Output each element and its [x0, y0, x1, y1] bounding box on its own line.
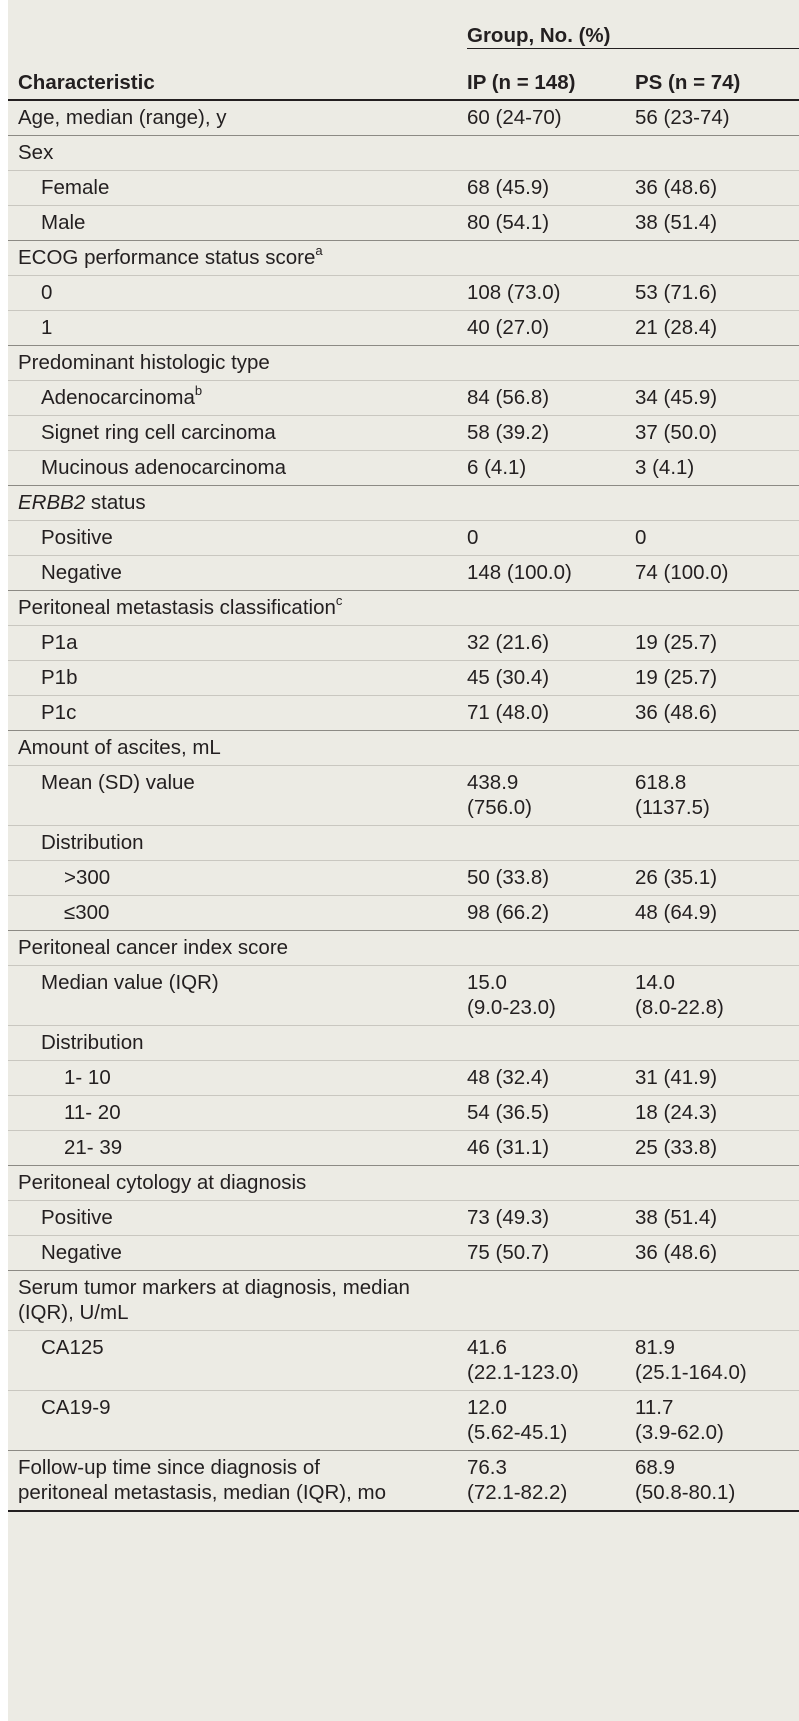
- row-label: Mucinous adenocarcinoma: [41, 456, 286, 479]
- ps-value: 19 (25.7): [635, 666, 718, 689]
- row-label: CA125: [41, 1336, 104, 1359]
- ip-value: 76.3 (72.1-82.2): [467, 1456, 568, 1504]
- ip-value: 68 (45.9): [467, 176, 550, 199]
- row-label: 11- 20: [64, 1101, 121, 1124]
- ps-value: 56 (23-74): [635, 106, 730, 129]
- table-row-ascites-mean: [8, 766, 799, 826]
- ps-value: 36 (48.6): [635, 176, 718, 199]
- row-label: Mean (SD) value: [41, 771, 195, 794]
- group-header: [467, 0, 799, 49]
- ps-value: 53 (71.6): [635, 281, 718, 304]
- row-label: Follow-up time since diagnosis of peritoneal metastasis, median (IQR), mo: [18, 1456, 386, 1504]
- ip-value: 48 (32.4): [467, 1066, 550, 1089]
- characteristics-table: [8, 0, 799, 1512]
- ps-value: 19 (25.7): [635, 631, 718, 654]
- ps-value: 21 (28.4): [635, 316, 718, 339]
- ip-value: 80 (54.1): [467, 211, 550, 234]
- erbb2-label: status: [85, 491, 146, 514]
- row-label: Distribution: [41, 1031, 144, 1054]
- ip-value: 60 (24-70): [467, 106, 562, 129]
- row-label: Negative: [41, 561, 122, 584]
- row-label: P1c: [41, 701, 77, 724]
- section-label: Peritoneal cancer index score: [18, 936, 289, 959]
- table-row-cytology-positive: [8, 1201, 799, 1236]
- ps-value: 11.7 (3.9-62.0): [635, 1396, 724, 1444]
- ip-value: 148 (100.0): [467, 561, 572, 584]
- ps-value: 26 (35.1): [635, 866, 718, 889]
- table-row-p1b: [8, 661, 799, 696]
- header-group-row: [8, 0, 799, 49]
- ps-value: 14.0 (8.0-22.8): [635, 971, 724, 1019]
- ip-value: 45 (30.4): [467, 666, 550, 689]
- table-row-ca199: [8, 1391, 799, 1451]
- row-label: P1a: [41, 631, 78, 654]
- ip-value: 6 (4.1): [467, 456, 527, 479]
- row-label: >300: [64, 866, 111, 889]
- ip-value: 75 (50.7): [467, 1241, 550, 1264]
- characteristic-header: Characteristic: [18, 71, 155, 94]
- section-label: Peritoneal cytology at diagnosis: [18, 1171, 307, 1194]
- ps-value: 38 (51.4): [635, 211, 718, 234]
- ip-value: 71 (48.0): [467, 701, 550, 724]
- row-label: Positive: [41, 526, 113, 549]
- ps-value: 38 (51.4): [635, 1206, 718, 1229]
- section-label: [8, 486, 467, 521]
- row-label: 21- 39: [64, 1136, 123, 1159]
- ip-value: 438.9 (756.0): [467, 771, 532, 819]
- ps-value: 36 (48.6): [635, 701, 718, 724]
- ip-value: 40 (27.0): [467, 316, 550, 339]
- table-row-age: [8, 100, 799, 136]
- ps-value: 25 (33.8): [635, 1136, 718, 1159]
- ps-value: 31 (41.9): [635, 1066, 718, 1089]
- ip-value: 98 (66.2): [467, 901, 550, 924]
- ps-value: 48 (64.9): [635, 901, 718, 924]
- table-row-pci-1-10: [8, 1061, 799, 1096]
- ip-value: 46 (31.1): [467, 1136, 550, 1159]
- section-label: [8, 241, 467, 276]
- table-row-signet-ring: [8, 416, 799, 451]
- table-row-histologic-type: [8, 346, 799, 381]
- table-row-ascites-gt300: [8, 861, 799, 896]
- footnote-marker: c: [335, 593, 343, 609]
- ps-value: 37 (50.0): [635, 421, 718, 444]
- table-row-pci: [8, 931, 799, 966]
- ps-value: 3 (4.1): [635, 456, 695, 479]
- table-row-mucinous: [8, 451, 799, 486]
- ps-column-header: PS (n = 74): [635, 71, 741, 94]
- table-row-ecog-1: [8, 311, 799, 346]
- ip-column-header: IP (n = 148): [467, 71, 576, 94]
- ps-value: 68.9 (50.8-80.1): [635, 1456, 736, 1504]
- ip-value: 108 (73.0): [467, 281, 561, 304]
- table-row-adenocarcinoma: [8, 381, 799, 416]
- row-label: Positive: [41, 1206, 113, 1229]
- row-label: CA19-9: [41, 1396, 111, 1419]
- section-label: [8, 591, 467, 626]
- table-row-erbb2-positive: [8, 521, 799, 556]
- ip-value: 50 (33.8): [467, 866, 550, 889]
- ip-value: 54 (36.5): [467, 1101, 550, 1124]
- pm-class-label: Peritoneal metastasis classification: [18, 596, 336, 619]
- table-row-pci-distribution: [8, 1026, 799, 1061]
- row-label: P1b: [41, 666, 78, 689]
- ip-value: 58 (39.2): [467, 421, 550, 444]
- table-row-pci-11-20: [8, 1096, 799, 1131]
- ip-value: 41.6 (22.1-123.0): [467, 1336, 579, 1384]
- ip-value: 15.0 (9.0-23.0): [467, 971, 556, 1019]
- table-row-cytology: [8, 1166, 799, 1201]
- table-row-male: [8, 206, 799, 241]
- section-label: Serum tumor markers at diagnosis, median (IQR), U/mL: [18, 1276, 410, 1324]
- row-label: [8, 381, 467, 416]
- table-row-pm-classification: [8, 591, 799, 626]
- table-row-tumor-markers: [8, 1271, 799, 1331]
- row-label: Negative: [41, 1241, 122, 1264]
- header-spacer: [8, 0, 467, 49]
- table-row-p1c: [8, 696, 799, 731]
- table-row-ascites-le300: [8, 896, 799, 931]
- section-label: Predominant histologic type: [18, 351, 270, 374]
- table-row-ascites: [8, 731, 799, 766]
- row-label: ≤300: [64, 901, 110, 924]
- table-row-erbb2-negative: [8, 556, 799, 591]
- ps-value: 36 (48.6): [635, 1241, 718, 1264]
- table-row-ascites-distribution: [8, 826, 799, 861]
- table-row-ca125: [8, 1331, 799, 1391]
- table-row-p1a: [8, 626, 799, 661]
- ps-value: 34 (45.9): [635, 386, 718, 409]
- ps-value: 81.9 (25.1-164.0): [635, 1336, 747, 1384]
- row-label: 0: [41, 281, 53, 304]
- table-row-pci-21-39: [8, 1131, 799, 1166]
- ip-value: 84 (56.8): [467, 386, 550, 409]
- row-label: Male: [41, 211, 86, 234]
- characteristics-table-panel: [8, 0, 799, 1721]
- header-columns-row: [8, 49, 799, 101]
- footnote-marker: a: [315, 243, 323, 259]
- footnote-marker: b: [194, 383, 203, 399]
- table-row-ecog: [8, 241, 799, 276]
- row-label: Distribution: [41, 831, 144, 854]
- ip-value: 32 (21.6): [467, 631, 550, 654]
- table-row-pci-median: [8, 966, 799, 1026]
- gene-name: ERBB2: [18, 491, 86, 514]
- table-row-cytology-negative: [8, 1236, 799, 1271]
- ip-value: 73 (49.3): [467, 1206, 550, 1229]
- ps-value: 0: [635, 526, 647, 549]
- ps-value: 18 (24.3): [635, 1101, 718, 1124]
- row-label: Age, median (range), y: [18, 106, 227, 129]
- table-row-followup: [8, 1451, 799, 1512]
- row-label: 1- 10: [64, 1066, 111, 1089]
- section-label: Amount of ascites, mL: [18, 736, 221, 759]
- ps-value: 618.8 (1137.5): [635, 771, 710, 819]
- table-row-erbb2: [8, 486, 799, 521]
- ps-value: 74 (100.0): [635, 561, 729, 584]
- table-row-female: [8, 171, 799, 206]
- row-label: Female: [41, 176, 110, 199]
- row-label: Median value (IQR): [41, 971, 219, 994]
- section-label: Sex: [18, 141, 54, 164]
- row-label: Signet ring cell carcinoma: [41, 421, 276, 444]
- adeno-label: Adenocarcinoma: [41, 386, 195, 409]
- group-header-label: Group, No. (%): [467, 24, 611, 47]
- row-label: 1: [41, 316, 53, 339]
- ecog-label: ECOG performance status score: [18, 246, 316, 269]
- table-row-sex: [8, 136, 799, 171]
- table-row-ecog-0: [8, 276, 799, 311]
- ip-value: 12.0 (5.62-45.1): [467, 1396, 568, 1444]
- ip-value: 0: [467, 526, 479, 549]
